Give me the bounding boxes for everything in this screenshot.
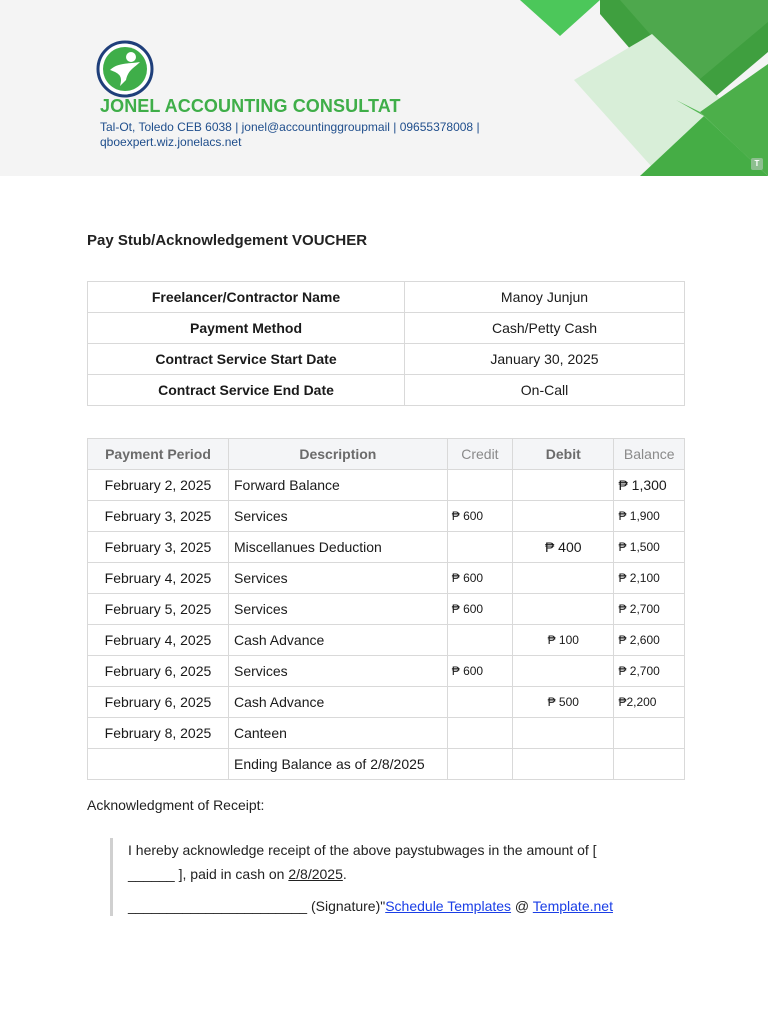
cell-period: February 3, 2025: [88, 532, 229, 563]
cell-credit: [447, 470, 512, 501]
header-credit: Credit: [447, 439, 512, 470]
table-row: [88, 687, 685, 718]
cell-credit: [447, 532, 512, 563]
cell-credit: ₱ 600: [447, 594, 512, 625]
cell-period: February 2, 2025: [88, 470, 229, 501]
cell-balance: ₱ 2,100: [614, 563, 685, 594]
cell-description: Services: [228, 594, 447, 625]
table-row: [88, 718, 685, 749]
contractor-info-table: [87, 281, 685, 406]
cell-description: Miscellanues Deduction: [228, 532, 447, 563]
info-label: Payment Method: [88, 313, 405, 344]
cell-balance: ₱ 1,300: [614, 470, 685, 501]
info-value: Cash/Petty Cash: [405, 313, 685, 344]
info-label: Contract Service Start Date: [88, 344, 405, 375]
at-text: @: [511, 898, 533, 914]
paid-text: ], paid in cash on: [174, 866, 289, 882]
info-row: [88, 282, 685, 313]
header-debit: Debit: [513, 439, 614, 470]
table-row: [88, 563, 685, 594]
contact-line-website: qboexpert.wiz.jonelacs.net: [100, 135, 242, 149]
info-row: [88, 344, 685, 375]
amount-blank[interactable]: ______: [128, 866, 175, 882]
contact-line-address: Tal-Ot, Toledo CEB 6038 | jonel@accountinggroupmail | 09655378008 |: [100, 120, 480, 134]
cell-balance: ₱ 2,700: [614, 594, 685, 625]
ledger-header-row: [88, 439, 685, 470]
cell-credit: ₱ 600: [447, 563, 512, 594]
header-payment-period: Payment Period: [88, 439, 229, 470]
info-row: [88, 375, 685, 406]
cell-debit: [513, 563, 614, 594]
payment-ledger-table: [87, 438, 685, 780]
header-balance: Balance: [614, 439, 685, 470]
cell-period: February 5, 2025: [88, 594, 229, 625]
info-label: Contract Service End Date: [88, 375, 405, 406]
info-value: On-Call: [405, 375, 685, 406]
cell-debit: [513, 749, 614, 780]
signature-label: (Signature)": [307, 898, 386, 914]
cell-description: Canteen: [228, 718, 447, 749]
paid-date: 2/8/2025: [288, 866, 343, 882]
info-value: January 30, 2025: [405, 344, 685, 375]
info-row: [88, 313, 685, 344]
acknowledgment-title: Acknowledgment of Receipt:: [87, 797, 265, 813]
cell-debit: ₱ 500: [513, 687, 614, 718]
cell-description: Ending Balance as of 2/8/2025: [228, 749, 447, 780]
info-value: Manoy Junjun: [405, 282, 685, 313]
cell-period: [88, 749, 229, 780]
cell-description: Services: [228, 656, 447, 687]
cell-balance: [614, 749, 685, 780]
cell-debit: [513, 594, 614, 625]
cell-period: February 6, 2025: [88, 687, 229, 718]
cell-description: Cash Advance: [228, 625, 447, 656]
period-text: .: [342, 866, 347, 882]
signature-blank[interactable]: _______________________: [128, 898, 308, 914]
cell-balance: [614, 718, 685, 749]
cell-period: February 4, 2025: [88, 563, 229, 594]
cell-period: February 8, 2025: [88, 718, 229, 749]
cell-debit: ₱ 400: [513, 532, 614, 563]
cell-credit: ₱ 600: [447, 656, 512, 687]
template-net-link[interactable]: Template.net: [532, 898, 613, 914]
table-row-ending-balance: [88, 749, 685, 780]
company-name: JONEL ACCOUNTING CONSULTAT: [100, 96, 401, 116]
cell-debit: [513, 501, 614, 532]
cell-description: Services: [228, 563, 447, 594]
table-row: [88, 470, 685, 501]
header-description: Description: [228, 439, 447, 470]
acknowledgment-line2: [128, 862, 688, 886]
cell-debit: ₱ 100: [513, 625, 614, 656]
cell-debit: [513, 656, 614, 687]
cell-credit: [447, 749, 512, 780]
cell-balance: ₱ 1,900: [614, 501, 685, 532]
schedule-templates-link[interactable]: Schedule Templates: [385, 898, 512, 914]
cell-credit: [447, 625, 512, 656]
cell-period: February 6, 2025: [88, 656, 229, 687]
table-row: [88, 532, 685, 563]
cell-description: Services: [228, 501, 447, 532]
cell-period: February 3, 2025: [88, 501, 229, 532]
table-row: [88, 501, 685, 532]
cell-balance: ₱ 2,600: [614, 625, 685, 656]
letterhead: [0, 0, 768, 176]
table-row: [88, 594, 685, 625]
cell-credit: [447, 687, 512, 718]
cell-period: February 4, 2025: [88, 625, 229, 656]
cell-description: Forward Balance: [228, 470, 447, 501]
cell-debit: [513, 718, 614, 749]
info-label: Freelancer/Contractor Name: [88, 282, 405, 313]
acknowledgment-blockquote: [110, 838, 688, 916]
table-row: [88, 625, 685, 656]
cell-credit: ₱ 600: [447, 501, 512, 532]
cell-balance: ₱ 2,700: [614, 656, 685, 687]
cell-balance: ₱2,200: [614, 687, 685, 718]
company-logo-icon: [96, 40, 154, 98]
document-title: Pay Stub/Acknowledgement VOUCHER: [87, 232, 368, 249]
signature-line: [128, 894, 688, 918]
cell-credit: [447, 718, 512, 749]
cell-debit: [513, 470, 614, 501]
acknowledgment-line1: I hereby acknowledge receipt of the above paystubwages in the amount of [: [128, 842, 597, 858]
cell-balance: ₱ 1,500: [614, 532, 685, 563]
cell-description: Cash Advance: [228, 687, 447, 718]
contact-info: [100, 120, 550, 150]
template-badge-icon: T: [751, 158, 763, 170]
table-row: [88, 656, 685, 687]
